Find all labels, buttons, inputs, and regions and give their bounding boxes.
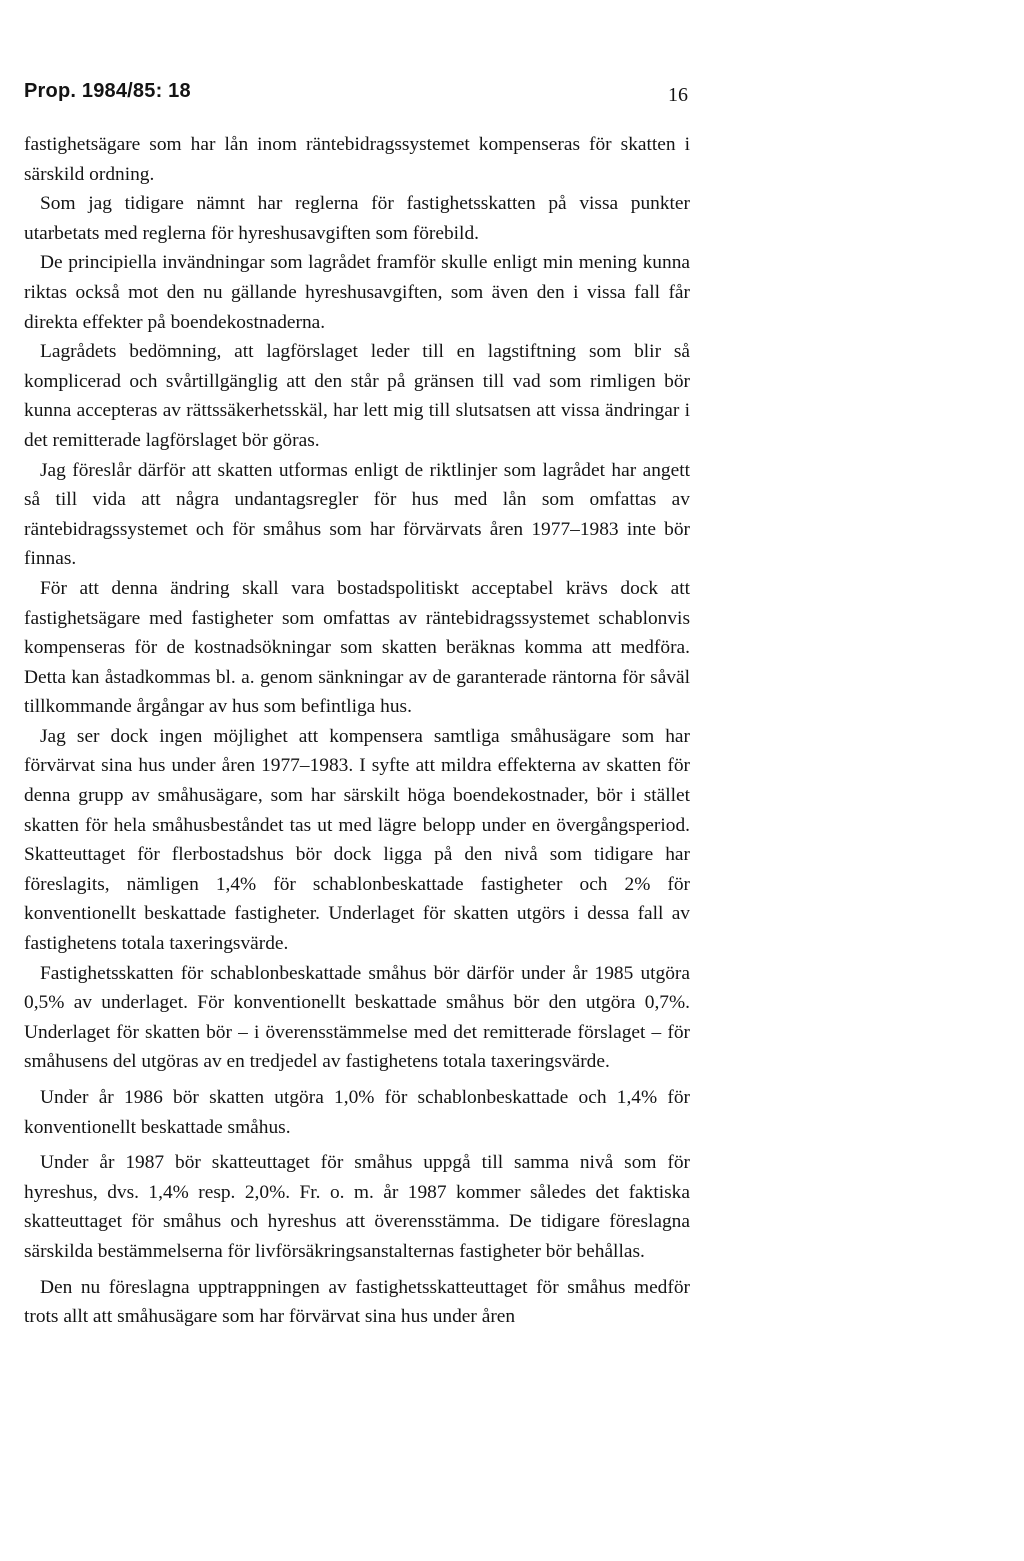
paragraph: Den nu föreslagna upptrappningen av fastighetsskatteuttaget för småhus medför trots allt att småhusägare som har förvärvat sina hus under åren [24, 1276, 690, 1328]
paragraph: Som jag tidigare nämnt har reglerna för fastighetsskatten på vissa punkter utarbetats med reglerna för hyreshusavgiften som förebild. [24, 193, 690, 244]
paragraph: De principiella invändningar som lagrådet framför skulle enligt min mening kunna riktas också mot den nu gällande hyreshusavgiften, som även den i vissa fall får direkta effekter på boendekostnaderna. [24, 252, 690, 333]
paragraph: Lagrådets bedömning, att lagförslaget leder till en lagstiftning som blir så komplicerad och svårtillgänglig att den står på gränsen till vad som rimligen bör kunna accepteras av rättssäkerhetsskäl, har lett mig till slutsatsen att vissa ändringar i det remitterade lagförslaget bör göras. [24, 341, 690, 451]
paragraph: För att denna ändring skall vara bostadspolitiskt acceptabel krävs dock att fastighetsägare med fastigheter som omfattas av räntebidragssystemet schablonvis kompenseras för de kostnadsökningar som skatten beräknas komma att medföra. Detta kan åstadkommas bl. a. genom sänkningar av de garanterade räntorna för såväl tillkommande årgångar av hus som befintliga hus. [24, 577, 690, 718]
paragraph: fastighetsägare som har lån inom räntebidragssystemet kompenseras för skatten i särskild ordning. [24, 134, 690, 185]
paragraph: Under år 1987 bör skatteuttaget för småhus uppgå till samma nivå som för hyreshus, dvs. 1,4% resp. 2,0%. Fr. o. m. år 1987 kommer således det faktiska skatteuttaget för småhus och hyreshus att överensstämma. De tidigare föreslagna särskilda bestämmelserna för livförsäkringsanstalternas fastigheter bör behållas. [24, 1152, 690, 1262]
paragraph: Jag föreslår därför att skatten utformas enligt de riktlinjer som lagrådet har angett så till vida att några undantagsregler för hus med lån som omfattas av räntebidragssystemet och för småhus som har förvärvats åren 1977–1983 inte bör finnas. [24, 459, 690, 570]
paragraph: Under år 1986 bör skatten utgöra 1,0% för schablonbeskattade och 1,4% för konventionellt beskattade småhus. [24, 1087, 690, 1138]
paragraph: Fastighetsskatten för schablonbeskattade småhus bör därför under år 1985 utgöra 0,5% av underlaget. För konventionellt beskattade småhus bör den utgöra 0,7%. Underlaget för skatten bör – i överensstämmelse med det remitterade förslaget – för småhusens del utgöras av en tredjedel av fastighetens totala taxeringsvärde. [24, 962, 690, 1073]
document-reference: Prop. 1984/85: 18 [24, 80, 191, 102]
body-text [24, 130, 690, 1332]
page-number: 16 [668, 84, 688, 106]
page-header [24, 80, 688, 110]
paragraph: Jag ser dock ingen möjlighet att kompensera samtliga småhusägare som har förvärvat sina hus under åren 1977–1983. I syfte att mildra effekterna av skatten för denna grupp av småhusägare, som har särskilt höga boendekostnader, bör i stället skatten för hela småhusbeståndet tas ut med lägre belopp under en övergångsperiod. Skatteuttaget för flerbostadshus bör dock ligga på den nivå som tidigare har föreslagits, nämligen 1,4% för schablonbeskattade fastigheter och 2% för konventionellt beskattade fastigheter. Underlaget för skatten utgörs i dessa fall av fastighetens totala taxeringsvärde. [24, 725, 690, 955]
